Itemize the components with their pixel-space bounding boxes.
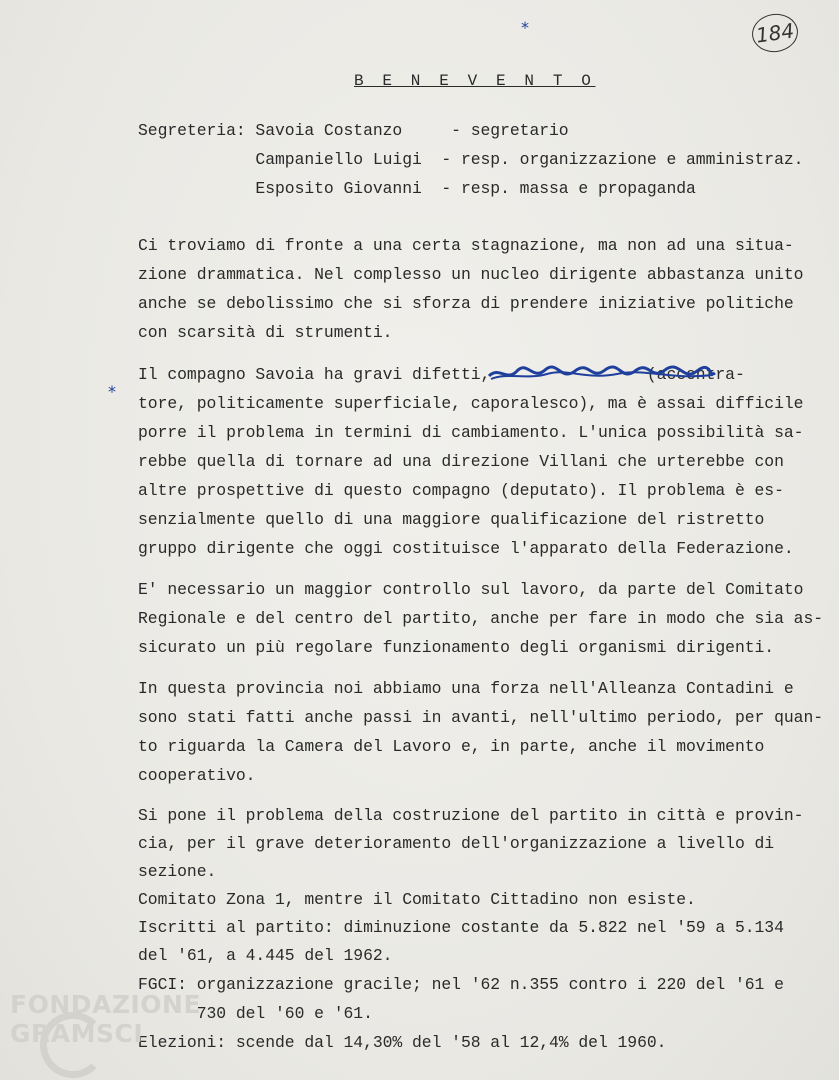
text-line: Si pone il problema della costruzione del partito in città e provin- [138,806,804,825]
text-line: sono stati fatti anche passi in avanti, nell'ultimo periodo, per quan- [138,708,824,727]
text-line: del '61, a 4.445 del 1962. [138,946,393,965]
secretariat-line-2: Campaniello Luigi - resp. organizzazione e amministraz. [138,150,804,169]
text-line: Ci troviamo di fronte a una certa stagnazione, ma non ad una situa- [138,236,794,255]
handwritten-strikeout [487,362,717,384]
fondazione-gramsci-watermark [10,990,230,1078]
text-line: cooperativo. [138,766,256,785]
secretariat-line-3: Esposito Giovanni - resp. massa e propaganda [138,179,696,198]
text-line: to riguarda la Camera del Lavoro e, in parte, anche il movimento [138,737,765,756]
text-line: sezione. [138,862,217,881]
text-line: gruppo dirigente che oggi costituisce l'apparato della Federazione. [138,539,794,558]
text-line: rebbe quella di tornare ad una direzione Villani che urterebbe con [138,452,784,471]
text-line: senzialmente quello di una maggiore qualificazione del ristretto [138,510,765,529]
text-line: Regionale e del centro del partito, anche per fare in modo che sia as- [138,609,824,628]
text-line: Iscritti al partito: diminuzione costante da 5.822 nel '59 a 5.134 [138,918,784,937]
text-line: Il compagno Savoia ha gravi difetti, (accentra- [138,365,745,384]
text-line: zione drammatica. Nel complesso un nucleo dirigente abbastanza unito [138,265,804,284]
text-line: 730 del '60 e '61. [138,1004,373,1023]
text-line: con scarsità di strumenti. [138,323,393,342]
text-line: FGCI: organizzazione gracile; nel '62 n.355 contro i 220 del '61 e [138,975,784,994]
text-line: Elezioni: scende dal 14,30% del '58 al 12,4% del 1960. [138,1033,667,1052]
text-line: Comitato Zona 1, mentre il Comitato Cittadino non esiste. [138,890,696,909]
watermark-text: FONDAZIONE GRAMSCI [10,990,202,1048]
page-number-stamp: 184 [750,11,801,55]
pen-mark-margin: * [108,382,116,401]
text-line: porre il problema in termini di cambiamento. L'unica possibilità sa- [138,423,804,442]
text-line: anche se debolissimo che si sforza di prendere iniziative politiche [138,294,794,313]
text-line: E' necessario un maggior controllo sul lavoro, da parte del Comitato [138,580,804,599]
text-line: tore, politicamente superficiale, caporalesco), ma è assai difficile [138,394,804,413]
text-line: sicurato un più regolare funzionamento degli organismi dirigenti. [138,638,775,657]
text-line: In questa provincia noi abbiamo una forza nell'Alleanza Contadini e [138,679,794,698]
secretariat-line-1: Segreteria: Savoia Costanzo - segretario [138,121,569,140]
pen-mark-top: * [521,18,529,37]
text-line: altre prospettive di questo compagno (deputato). Il problema è es- [138,481,784,500]
document-title: B E N E V E N T O [354,72,596,90]
text-line: cia, per il grave deterioramento dell'organizzazione a livello di [138,834,775,853]
